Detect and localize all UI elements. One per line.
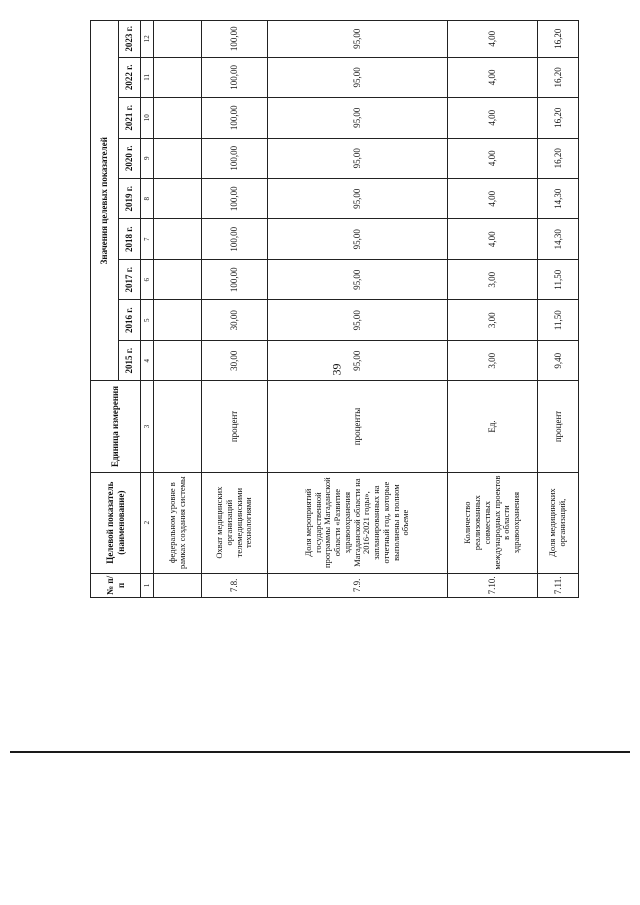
row-value: 100,00	[202, 219, 268, 259]
column-number: 9	[141, 138, 154, 178]
row-value: 11,50	[538, 259, 579, 299]
row-unit: процент	[202, 381, 268, 472]
row-value: 95,00	[268, 98, 448, 138]
row-num: 7.9.	[268, 573, 448, 597]
row-value: 4,00	[448, 138, 538, 178]
row-value	[154, 98, 202, 138]
rotated-table-area	[90, 20, 567, 598]
row-unit	[154, 381, 202, 472]
header-year: 2016 г.	[119, 300, 141, 340]
row-value: 4,00	[448, 21, 538, 58]
row-value: 4,00	[448, 219, 538, 259]
column-number: 8	[141, 179, 154, 219]
header-year: 2023 г.	[119, 21, 141, 58]
row-value: 4,00	[448, 57, 538, 97]
header-num: № п/п	[91, 573, 141, 597]
column-number: 7	[141, 219, 154, 259]
row-value	[154, 57, 202, 97]
header-year: 2015 г.	[119, 340, 141, 380]
header-year: 2022 г.	[119, 57, 141, 97]
row-value: 95,00	[268, 179, 448, 219]
row-value: 95,00	[268, 340, 448, 380]
row-num: 7.11.	[538, 573, 579, 597]
row-value: 16,20	[538, 98, 579, 138]
row-name: Охват медицинских организаций телемедицинскими технологиями	[202, 472, 268, 573]
row-value: 16,20	[538, 57, 579, 97]
header-year: 2018 г.	[119, 219, 141, 259]
row-name: федеральном уровне в рамках создания системы	[154, 472, 202, 573]
row-value	[154, 259, 202, 299]
row-value: 16,20	[538, 138, 579, 178]
row-value: 3,00	[448, 259, 538, 299]
row-value: 95,00	[268, 300, 448, 340]
row-value: 100,00	[202, 98, 268, 138]
table-row	[448, 21, 538, 598]
row-value: 16,20	[538, 21, 579, 58]
row-value: 30,00	[202, 340, 268, 380]
row-value	[154, 340, 202, 380]
row-name: Количество реализованных совместных международных проектов в области здравоохранения	[448, 472, 538, 573]
row-unit: проценты	[268, 381, 448, 472]
header-row-1	[91, 21, 119, 598]
row-value: 95,00	[268, 57, 448, 97]
page-number: 39	[329, 363, 344, 376]
row-value: 100,00	[202, 57, 268, 97]
header-indicator: Целевой показатель (наименование)	[91, 472, 141, 573]
column-number: 11	[141, 57, 154, 97]
row-value	[154, 21, 202, 58]
column-number: 2	[141, 472, 154, 573]
column-number: 12	[141, 21, 154, 58]
row-value: 9,40	[538, 340, 579, 380]
indicators-table	[90, 20, 579, 598]
row-value: 100,00	[202, 21, 268, 58]
column-number: 4	[141, 340, 154, 380]
header-year: 2021 г.	[119, 98, 141, 138]
row-num: 7.10.	[448, 573, 538, 597]
row-value: 4,00	[448, 98, 538, 138]
row-unit: процент	[538, 381, 579, 472]
row-value: 14,30	[538, 219, 579, 259]
row-unit: Ед.	[448, 381, 538, 472]
row-value: 100,00	[202, 179, 268, 219]
row-name: Доля мероприятий государственной программы Магаданской области «Развитие здравоохранения Магаданской области на 2016-2021 годы», запланированных на отчетный год, которые выполнены в полном объеме	[268, 472, 448, 573]
row-value	[154, 300, 202, 340]
row-value: 3,00	[448, 300, 538, 340]
page-divider	[10, 751, 630, 753]
row-value: 100,00	[202, 138, 268, 178]
header-unit: Единица измерения	[91, 381, 141, 472]
rotated-table-container	[90, 20, 567, 598]
header-year: 2019 г.	[119, 179, 141, 219]
column-number: 1	[141, 573, 154, 597]
row-value: 3,00	[448, 340, 538, 380]
table-row	[538, 21, 579, 598]
table-row	[268, 21, 448, 598]
column-number: 3	[141, 381, 154, 472]
row-name: Доля медицинских организаций,	[538, 472, 579, 573]
header-values-group: Значения целевых показателей	[91, 21, 119, 381]
row-value: 95,00	[268, 259, 448, 299]
header-year: 2020 г.	[119, 138, 141, 178]
row-value	[154, 138, 202, 178]
row-value: 95,00	[268, 21, 448, 58]
row-value: 11,50	[538, 300, 579, 340]
row-value	[154, 179, 202, 219]
row-value: 100,00	[202, 259, 268, 299]
column-number: 6	[141, 259, 154, 299]
column-numbers-row	[141, 21, 154, 598]
row-value: 95,00	[268, 138, 448, 178]
column-number: 10	[141, 98, 154, 138]
header-year: 2017 г.	[119, 259, 141, 299]
table-row	[202, 21, 268, 598]
row-value: 95,00	[268, 219, 448, 259]
row-value	[154, 219, 202, 259]
row-value: 4,00	[448, 179, 538, 219]
row-value: 30,00	[202, 300, 268, 340]
row-value: 14,30	[538, 179, 579, 219]
column-number: 5	[141, 300, 154, 340]
row-num	[154, 573, 202, 597]
table-row	[154, 21, 202, 598]
row-num: 7.8.	[202, 573, 268, 597]
